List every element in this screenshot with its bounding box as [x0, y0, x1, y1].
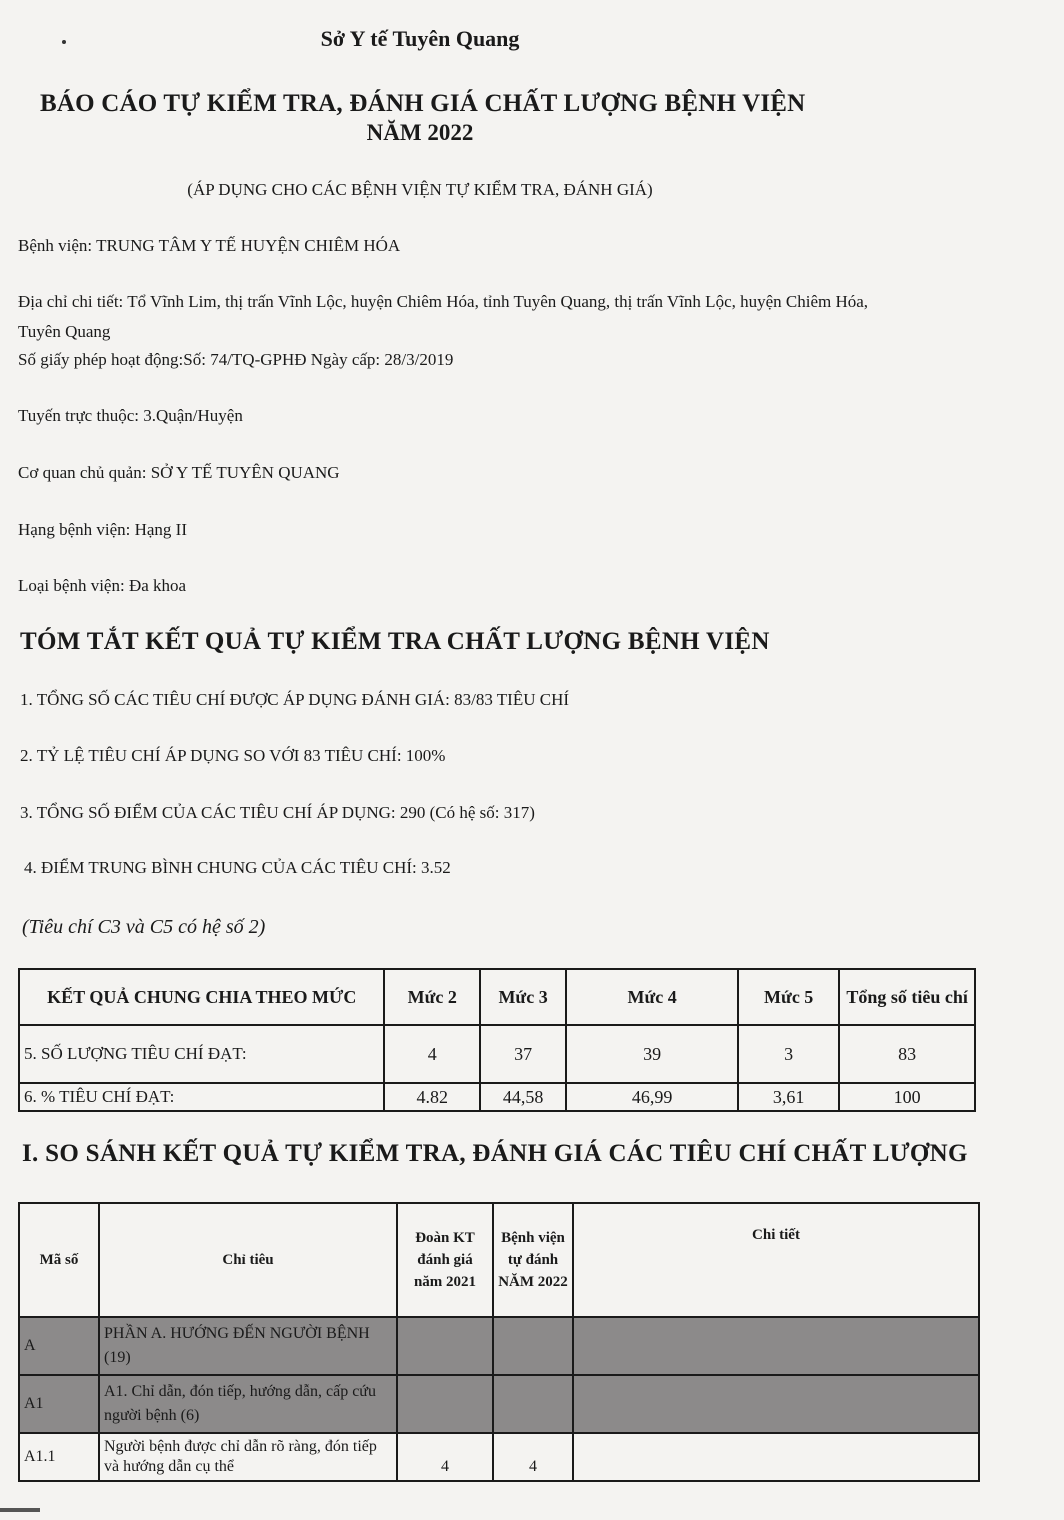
result-header-level-3: Mức 3: [480, 969, 566, 1025]
result-header-label: KẾT QUẢ CHUNG CHIA THEO MỨC: [19, 969, 384, 1025]
result-table: [18, 968, 976, 1112]
row-code: A: [19, 1317, 99, 1375]
license-info: Số giấy phép hoạt động:Số: 74/TQ-GPHĐ Ngày cấp: 28/3/2019: [18, 350, 454, 369]
row-score-2021: [397, 1375, 493, 1433]
row-criteria: PHẦN A. HƯỚNG ĐẾN NGƯỜI BỆNH (19): [99, 1317, 397, 1375]
header-score-2021: Đoàn KT đánh giá năm 2021: [397, 1203, 493, 1317]
ministry-name: Sở Y tế Tuyên Quang: [320, 26, 520, 51]
row-criteria: Người bệnh được chỉ dẫn rõ ràng, đón tiếp và hướng dẫn cụ thể: [99, 1433, 397, 1481]
cell-value: 39: [566, 1025, 738, 1083]
result-header-total: Tổng số tiêu chí: [839, 969, 975, 1025]
table-row: [19, 1317, 979, 1375]
report-year: NĂM 2022: [366, 120, 474, 145]
row-detail: [573, 1317, 979, 1375]
hospital-level: Tuyến trực thuộc: 3.Quận/Huyện: [18, 406, 243, 425]
summary-item-2: 2. TỶ LỆ TIÊU CHÍ ÁP DỤNG SO VỚI 83 TIÊU CHÍ: 100%: [20, 746, 446, 765]
header-detail: Chi tiết: [573, 1203, 979, 1317]
row-label: 6. % TIÊU CHÍ ĐẠT:: [19, 1083, 384, 1111]
cell-value: 37: [480, 1025, 566, 1083]
table-row: [19, 1375, 979, 1433]
summary-heading: TÓM TẮT KẾT QUẢ TỰ KIỂM TRA CHẤT LƯỢNG BỆNH VIỆN: [20, 628, 770, 655]
table-row: [19, 1025, 975, 1083]
cell-value: 83: [839, 1025, 975, 1083]
result-table-header: [19, 969, 975, 1025]
cell-value: 100: [839, 1083, 975, 1111]
comparison-table: [18, 1202, 980, 1482]
cell-value: 3,61: [738, 1083, 839, 1111]
governing-authority: Cơ quan chủ quản: SỞ Y TẾ TUYÊN QUANG: [18, 463, 340, 482]
header-score-2022: Bệnh viện tự đánh NĂM 2022: [493, 1203, 573, 1317]
cell-value: 4: [384, 1025, 480, 1083]
row-detail: [573, 1433, 979, 1481]
report-title: BÁO CÁO TỰ KIỂM TRA, ĐÁNH GIÁ CHẤT LƯỢNG BỆNH VIỆN: [40, 90, 806, 117]
row-score-2022: [493, 1317, 573, 1375]
comparison-table-header: [19, 1203, 979, 1317]
row-score-2021: 4: [397, 1433, 493, 1481]
summary-item-4: 4. ĐIỂM TRUNG BÌNH CHUNG CỦA CÁC TIÊU CHÍ: 3.52: [24, 858, 451, 877]
row-label: 5. SỐ LƯỢNG TIÊU CHÍ ĐẠT:: [19, 1025, 384, 1083]
cell-value: 3: [738, 1025, 839, 1083]
scan-edge: [0, 1508, 40, 1512]
result-header-level-2: Mức 2: [384, 969, 480, 1025]
coefficient-note: (Tiêu chí C3 và C5 có hệ số 2): [22, 916, 266, 938]
header-code: Mã số: [19, 1203, 99, 1317]
row-code: A1.1: [19, 1433, 99, 1481]
header-criteria: Chỉ tiêu: [99, 1203, 397, 1317]
comparison-heading: I. SO SÁNH KẾT QUẢ TỰ KIỂM TRA, ĐÁNH GIÁ CÁC TIÊU CHÍ CHẤT LƯỢNG: [22, 1140, 968, 1167]
result-header-level-4: Mức 4: [566, 969, 738, 1025]
hospital-name: Bệnh viện: TRUNG TÂM Y TẾ HUYỆN CHIÊM HÓA: [18, 236, 401, 255]
table-row: [19, 1433, 979, 1481]
cell-value: 44,58: [480, 1083, 566, 1111]
summary-item-1: 1. TỔNG SỐ CÁC TIÊU CHÍ ĐƯỢC ÁP DỤNG ĐÁNH GIÁ: 83/83 TIÊU CHÍ: [20, 690, 570, 709]
table-row: [19, 1083, 975, 1111]
hospital-rank: Hạng bệnh viện: Hạng II: [18, 520, 188, 539]
row-score-2022: 4: [493, 1433, 573, 1481]
summary-item-3: 3. TỔNG SỐ ĐIỂM CỦA CÁC TIÊU CHÍ ÁP DỤNG: 290 (Có hệ số: 317): [20, 803, 535, 822]
report-subtitle: (ÁP DỤNG CHO CÁC BỆNH VIỆN TỰ KIỂM TRA, ĐÁNH GIÁ): [187, 180, 653, 199]
cell-value: 46,99: [566, 1083, 738, 1111]
address-line-2: Tuyên Quang: [18, 322, 111, 341]
row-criteria: A1. Chỉ dẫn, đón tiếp, hướng dẫn, cấp cứu người bệnh (6): [99, 1375, 397, 1433]
row-code: A1: [19, 1375, 99, 1433]
address-line-1: Địa chỉ chi tiết: Tổ Vĩnh Lim, thị trấn Vĩnh Lộc, huyện Chiêm Hóa, tỉnh Tuyên Quang, thị trấn Vĩnh Lộc, huyện Chiêm Hóa,: [18, 292, 869, 311]
row-score-2021: [397, 1317, 493, 1375]
result-header-level-5: Mức 5: [738, 969, 839, 1025]
cell-value: 4.82: [384, 1083, 480, 1111]
row-detail: [573, 1375, 979, 1433]
hospital-type: Loại bệnh viện: Đa khoa: [18, 576, 187, 595]
row-score-2022: [493, 1375, 573, 1433]
